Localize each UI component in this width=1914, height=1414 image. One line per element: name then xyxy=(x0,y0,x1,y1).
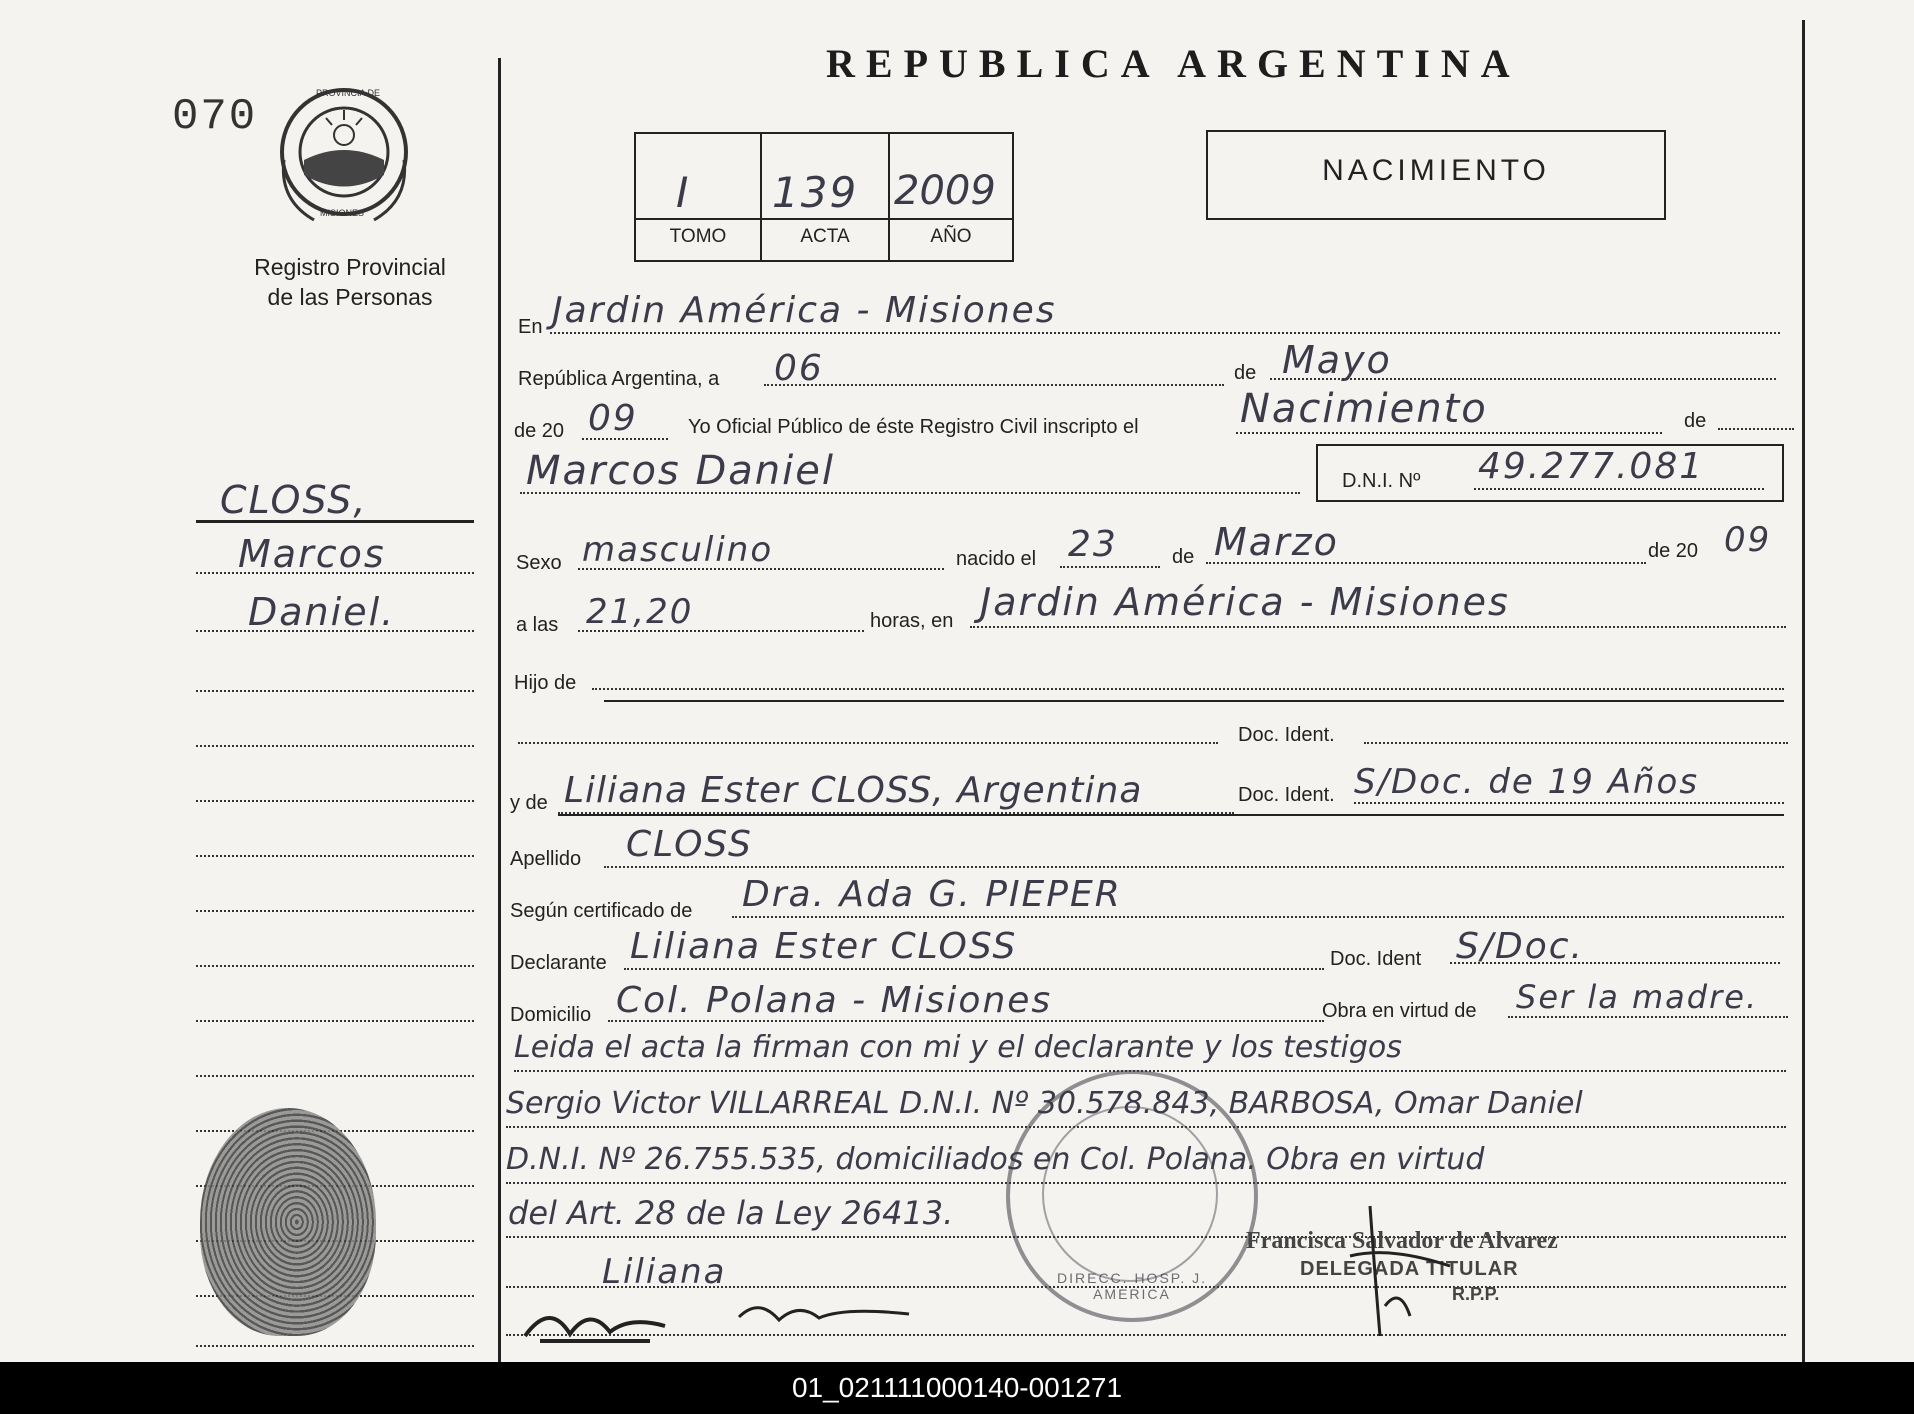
inscripto-value: Nacimiento xyxy=(1240,386,1488,432)
mother-doc-value: S/Doc. de 19 Años xyxy=(1354,762,1700,802)
doc-ident-label-3: Doc. Ident xyxy=(1330,948,1422,970)
form-right-border xyxy=(1802,20,1805,1362)
obra-label: Obra en virtud de xyxy=(1322,1000,1477,1022)
dni-box xyxy=(1316,444,1784,502)
type-title: NACIMIENTO xyxy=(1322,154,1550,187)
anio-value: 2009 xyxy=(894,168,996,214)
domicilio-label: Domicilio xyxy=(510,1004,592,1026)
nacido-label: nacido el xyxy=(956,548,1037,570)
en-label: En xyxy=(518,316,543,338)
horas-label: horas, en xyxy=(870,610,954,632)
oficial-label: Yo Oficial Público de éste Registro Civil inscripto el xyxy=(688,416,1139,438)
domicilio-value: Col. Polana - Misiones xyxy=(616,980,1053,1021)
official-stamp-name: Francisca Salvador de Alvarez xyxy=(1246,1228,1558,1254)
fingerprint-image xyxy=(200,1108,376,1336)
form-left-border xyxy=(498,58,501,1362)
country-title: REPUBLICA ARGENTINA xyxy=(826,41,1521,86)
day-value: 06 xyxy=(774,348,824,389)
doc-ident-label-1: Doc. Ident. xyxy=(1238,724,1335,746)
en-value: Jardin América - Misiones xyxy=(552,290,1057,331)
signature-scribble-1 xyxy=(520,1296,670,1346)
declarante-value: Liliana Ester CLOSS xyxy=(630,926,1018,967)
signature-scribble-2 xyxy=(734,1292,914,1332)
observations-line-4: del Art. 28 de la Ley 26413. xyxy=(508,1194,954,1232)
tomo-value: I xyxy=(676,168,691,217)
observations-line-3: D.N.I. Nº 26.755.535, domiciliados en Col. Polana. Obra en virtud xyxy=(506,1142,1485,1177)
official-stamp-title: DELEGADA TITULAR xyxy=(1300,1258,1519,1280)
image-code-caption: 01_021111000140-001271 xyxy=(0,1362,1914,1414)
month-value: Mayo xyxy=(1282,338,1392,382)
apellido-label: Apellido xyxy=(510,848,582,870)
type-box xyxy=(1206,130,1666,220)
official-signature xyxy=(1330,1196,1490,1346)
birth-year-value: 09 xyxy=(1724,520,1772,560)
doc-ident-label-2: Doc. Ident. xyxy=(1238,784,1335,806)
record-number-box xyxy=(634,132,1014,262)
seal-text-top: PROVINCIA DE xyxy=(316,88,381,98)
registry-name-line-2: de las Personas xyxy=(267,284,433,310)
de-label-3: de xyxy=(1172,546,1195,568)
round-stamp-text: DIRECC. HOSP. J. AMERICA xyxy=(1057,1270,1207,1302)
child-name-value: Marcos Daniel xyxy=(526,448,835,494)
year-value: 09 xyxy=(588,398,638,439)
hijo-label: Hijo de xyxy=(514,672,577,694)
sexo-label: Sexo xyxy=(516,552,562,574)
apellido-value: CLOSS xyxy=(626,824,753,865)
segun-value: Dra. Ada G. PIEPER xyxy=(742,874,1122,915)
dni-label: D.N.I. Nº xyxy=(1342,470,1421,492)
anio-label: AÑO xyxy=(930,226,972,247)
official-stamp-sub: R.P.P. xyxy=(1452,1284,1500,1304)
tomo-label: TOMO xyxy=(669,226,727,247)
hour-value: 21,20 xyxy=(586,592,694,632)
sexo-value: masculino xyxy=(582,530,774,570)
de20-label: de 20 xyxy=(514,420,565,442)
birth-place-value: Jardin América - Misiones xyxy=(980,580,1510,624)
birth-day-value: 23 xyxy=(1068,524,1118,565)
birth-month-value: Marzo xyxy=(1214,520,1339,564)
round-stamp xyxy=(1006,1070,1258,1322)
declarante-doc-value: S/Doc. xyxy=(1456,926,1584,967)
observations-line-1: Leida el acta la firman con mi y el declarante y los testigos xyxy=(514,1030,1402,1065)
declarante-label: Declarante xyxy=(510,952,607,974)
margin-name-line-1: CLOSS, xyxy=(220,478,368,522)
acta-value: 139 xyxy=(772,168,859,217)
de-label-2: de xyxy=(1684,410,1707,432)
registry-name xyxy=(230,252,470,312)
de20-label-2: de 20 xyxy=(1648,540,1699,562)
provincial-seal-logo xyxy=(274,80,414,230)
signature-liliana: Liliana xyxy=(602,1252,727,1292)
dni-value: 49.277.081 xyxy=(1478,446,1705,487)
republica-label: República Argentina, a xyxy=(518,368,720,390)
alas-label: a las xyxy=(516,614,559,636)
margin-name-line-2: Marcos xyxy=(238,532,386,576)
observations-line-2: Sergio Victor VILLARREAL D.N.I. Nº 30.578.843, BARBOSA, Omar Daniel xyxy=(506,1086,1583,1121)
yde-label: y de xyxy=(510,792,548,814)
segun-label: Según certificado de xyxy=(510,900,693,922)
seal-text-bottom: MISIONES xyxy=(320,208,365,218)
obra-value: Ser la madre. xyxy=(1516,978,1759,1016)
margin-name-line-3: Daniel. xyxy=(248,590,396,634)
acta-label: ACTA xyxy=(800,226,850,247)
serial-number: 070 xyxy=(172,92,258,142)
mother-value: Liliana Ester CLOSS, Argentina xyxy=(564,770,1143,811)
registry-name-line-1: Registro Provincial xyxy=(254,254,446,280)
de-label-1: de xyxy=(1234,362,1257,384)
